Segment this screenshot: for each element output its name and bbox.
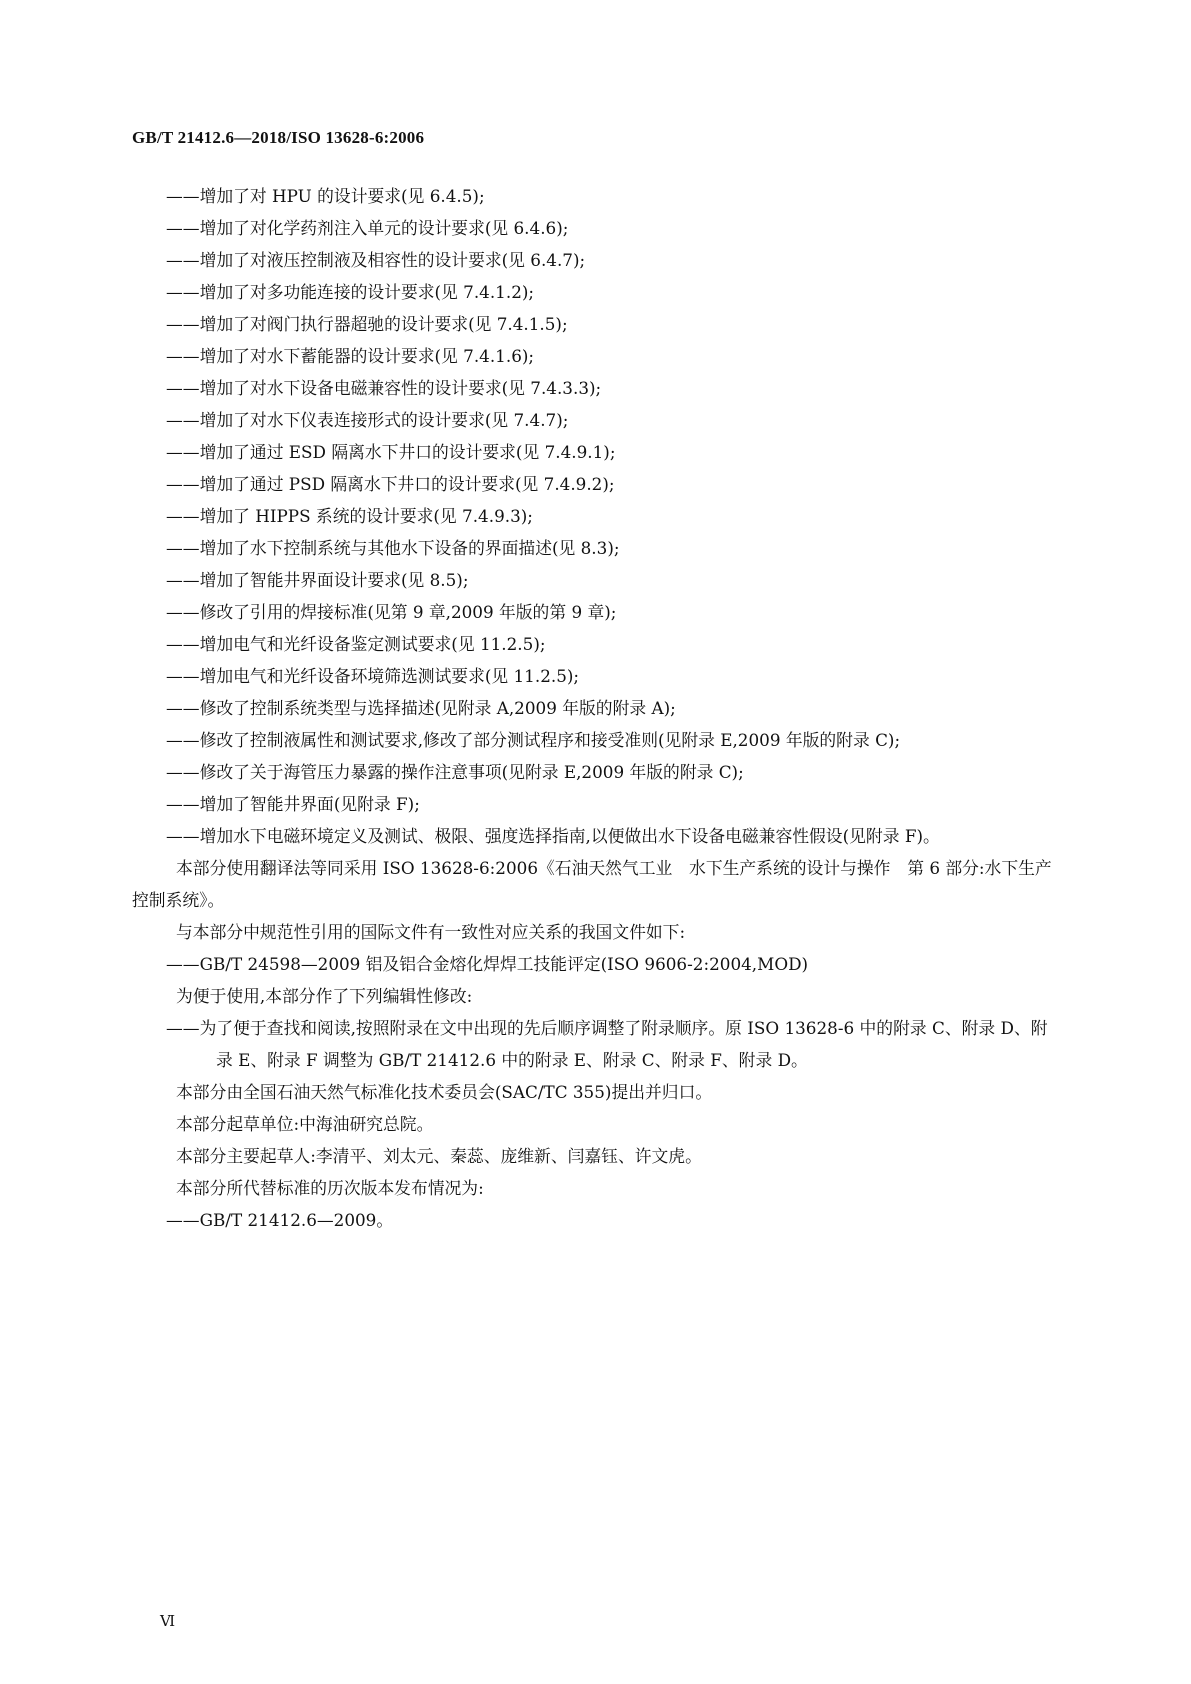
list-item: ——增加了对液压控制液及相容性的设计要求(见 6.4.7); — [166, 250, 586, 270]
list-item: ——增加电气和光纤设备鉴定测试要求(见 11.2.5); — [166, 634, 546, 654]
list-item: ——增加了对水下仪表连接形式的设计要求(见 7.4.7); — [166, 410, 569, 430]
list-item: ——修改了引用的焊接标准(见第 9 章,2009 年版的第 9 章); — [166, 602, 617, 622]
history-intro: 本部分所代替标准的历次版本发布情况为: — [176, 1178, 484, 1198]
list-item: ——增加了水下控制系统与其他水下设备的界面描述(见 8.3); — [166, 538, 620, 558]
drafting-unit: 本部分起草单位:中海油研究总院。 — [176, 1114, 434, 1134]
list-item: ——增加水下电磁环境定义及测试、极限、强度选择指南,以便做出水下设备电磁兼容性假设(见附录 F)。 — [166, 826, 940, 846]
page-header — [132, 128, 424, 148]
list-item: ——增加电气和光纤设备环境筛选测试要求(见 11.2.5); — [166, 666, 580, 686]
list-item: ——修改了关于海管压力暴露的操作注意事项(见附录 E,2009 年版的附录 C); — [166, 762, 744, 782]
list-item: ——增加了对水下设备电磁兼容性的设计要求(见 7.4.3.3); — [166, 378, 602, 398]
list-item: ——增加了通过 PSD 隔离水下井口的设计要求(见 7.4.9.2); — [166, 474, 615, 494]
foreword-content — [132, 180, 1062, 1236]
list-item: ——增加了通过 ESD 隔离水下井口的设计要求(见 7.4.9.1); — [166, 442, 616, 462]
drafters: 本部分主要起草人:李清平、刘太元、秦蕊、庞维新、闫嘉钰、许文虎。 — [176, 1146, 702, 1166]
normative-reference-intro: 与本部分中规范性引用的国际文件有一致性对应关系的我国文件如下: — [176, 922, 686, 942]
list-item: ——增加了对阀门执行器超驰的设计要求(见 7.4.1.5); — [166, 314, 568, 334]
proposing-body: 本部分由全国石油天然气标准化技术委员会(SAC/TC 355)提出并归口。 — [176, 1082, 713, 1102]
adoption-statement: 本部分使用翻译法等同采用 ISO 13628-6:2006《石油天然气工业 水下生产系统的设计与操作 第 6 部分:水下生产控制系统》。 — [132, 858, 1052, 910]
list-item: ——增加了智能井界面(见附录 F); — [166, 794, 420, 814]
list-item: ——修改了控制液属性和测试要求,修改了部分测试程序和接受准则(见附录 E,2009 年版的附录 C); — [166, 730, 901, 750]
standard-number: GB/T 21412.6—2018/ISO 13628-6:2006 — [132, 128, 425, 147]
list-item: ——增加了 HIPPS 系统的设计要求(见 7.4.9.3); — [166, 506, 533, 526]
list-item: ——增加了对水下蓄能器的设计要求(见 7.4.1.6); — [166, 346, 535, 366]
editorial-changes-intro: 为便于使用,本部分作了下列编辑性修改: — [176, 986, 473, 1006]
history-item: ——GB/T 21412.6—2009。 — [166, 1210, 394, 1230]
list-item: ——增加了智能井界面设计要求(见 8.5); — [166, 570, 469, 590]
normative-reference-item: ——GB/T 24598—2009 铝及铝合金熔化焊焊工技能评定(ISO 9606-2:2004,MOD) — [166, 954, 809, 974]
list-item: ——增加了对 HPU 的设计要求(见 6.4.5); — [166, 186, 485, 206]
list-item: ——增加了对多功能连接的设计要求(见 7.4.1.2); — [166, 282, 535, 302]
page-number: Ⅵ — [160, 1614, 176, 1630]
list-item: ——增加了对化学药剂注入单元的设计要求(见 6.4.6); — [166, 218, 569, 238]
page-footer — [160, 1612, 175, 1631]
list-item: ——修改了控制系统类型与选择描述(见附录 A,2009 年版的附录 A); — [166, 698, 676, 718]
editorial-change-item: ——为了便于查找和阅读,按照附录在文中出现的先后顺序调整了附录顺序。原 ISO 13628-6 中的附录 C、附录 D、附录 E、附录 F 调整为 GB/T 21412.6 中的附录 E、附录 C、附录 F、附录 D。 — [166, 1018, 1048, 1070]
